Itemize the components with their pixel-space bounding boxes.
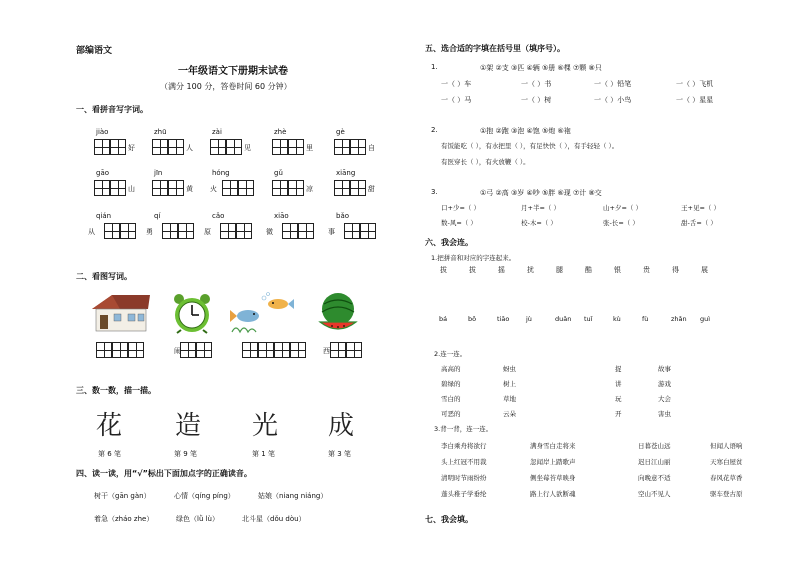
link-verb-item: 玩 xyxy=(615,395,622,403)
match-pinyin: jù xyxy=(526,315,532,323)
writing-grid xyxy=(258,342,274,358)
writing-grid xyxy=(272,139,288,155)
fill-item: 一（ ）铅笔 xyxy=(594,80,632,88)
grid-character: 自 xyxy=(368,144,375,152)
fill-item: 一（ ）小鸟 xyxy=(594,96,632,104)
section-5-title: 五、选合适的字填在括号里（填序号）。 xyxy=(425,44,565,53)
poem-line: 路上行人欲断魂 xyxy=(530,490,576,498)
grid-character: 见 xyxy=(244,144,251,152)
group-number: 3. xyxy=(431,188,438,196)
writing-grid xyxy=(350,180,366,196)
poem-line: 春风花草香 xyxy=(710,474,743,482)
pinyin-label: gāo xyxy=(96,169,110,177)
fill-item: 一（ ）星星 xyxy=(676,96,714,104)
match-pinyin: duǎn xyxy=(555,315,572,323)
reading-item: 心情（qíng píng） xyxy=(174,492,235,500)
fill-item: 王+见=（ ） xyxy=(681,204,720,212)
pinyin-label: qí xyxy=(154,212,161,220)
stroke-character: 成 xyxy=(328,411,355,441)
poem-line: 驱车登古原 xyxy=(710,490,743,498)
writing-grid xyxy=(152,180,168,196)
grid-prefix-label: 闹 xyxy=(174,347,181,355)
poem-line: 向晚意不适 xyxy=(638,474,671,482)
fill-item: 校-木=（ ） xyxy=(521,219,557,227)
writing-grid xyxy=(226,139,242,155)
writing-grid xyxy=(334,180,350,196)
pinyin-label: zài xyxy=(212,128,222,136)
reading-item: 树干（gān gàn） xyxy=(94,492,151,500)
link-left-item: 碧绿的 xyxy=(441,380,461,388)
writing-grid xyxy=(272,180,288,196)
match-pinyin: guì xyxy=(700,315,711,323)
stroke-number: 第 1 笔 xyxy=(252,450,275,458)
writing-grid xyxy=(344,223,360,239)
writing-grid xyxy=(168,180,184,196)
writing-grid xyxy=(350,139,366,155)
match-pinyin: tiāo xyxy=(497,315,510,323)
fill-item: 数-风=（ ） xyxy=(441,219,477,227)
fish-picture xyxy=(228,290,296,334)
writing-grid xyxy=(162,223,178,239)
poem-line: 日暮苍山远 xyxy=(638,442,671,450)
writing-grid xyxy=(288,180,304,196)
poem-line: 忽闻岸上踏歌声 xyxy=(530,458,576,466)
writing-grid xyxy=(242,342,258,358)
grid-character: 凉 xyxy=(306,185,313,193)
pinyin-label: zhū xyxy=(154,128,167,136)
writing-grid xyxy=(110,139,126,155)
pinyin-label: jiào xyxy=(96,128,109,136)
options-line: ①抱 ②跑 ③泡 ④饱 ⑤炮 ⑥袍 xyxy=(480,127,571,135)
stroke-number: 第 9 笔 xyxy=(174,450,197,458)
house-picture xyxy=(90,291,152,333)
pinyin-label: zhè xyxy=(274,128,287,136)
writing-grid xyxy=(334,139,350,155)
poem-line: 清明时节雨纷纷 xyxy=(441,474,487,482)
writing-grid xyxy=(274,342,290,358)
section-3-title: 三、数一数，描一描。 xyxy=(76,386,156,395)
link-mid-item: 云朵 xyxy=(503,410,516,418)
grid-character: 从 xyxy=(88,228,95,236)
grid-prefix-label: 西 xyxy=(323,347,330,355)
grid-character: 勇 xyxy=(146,228,153,236)
link-verb-item: 捉 xyxy=(615,365,622,373)
poem-line: 头上红冠不用裁 xyxy=(441,458,487,466)
options-line: ①架 ②支 ③匹 ④辆 ⑤册 ⑥棵 ⑦颗 ⑧只 xyxy=(480,64,602,72)
link-left-item: 高高的 xyxy=(441,365,461,373)
link-left-item: 可恶的 xyxy=(441,410,461,418)
grid-character: 事 xyxy=(328,228,335,236)
reading-item: 姑娘（niang niáng） xyxy=(258,492,328,500)
writing-grid xyxy=(152,139,168,155)
poem-line: 满身雪白走将来 xyxy=(530,442,576,450)
match-character: 得 xyxy=(672,266,679,274)
writing-grid xyxy=(220,223,236,239)
fill-item: 山+夕=（ ） xyxy=(603,204,642,212)
poem-line: 侧坐莓苔草映身 xyxy=(530,474,576,482)
fill-item: 口+少=（ ） xyxy=(441,204,480,212)
fill-item: 张-长=（ ） xyxy=(603,219,639,227)
match-character: 银 xyxy=(614,266,621,274)
subsection-title: 1.把拼音和对应的字连起来。 xyxy=(431,254,516,262)
writing-grid xyxy=(346,342,362,358)
link-right-item: 害虫 xyxy=(658,410,671,418)
fill-item: 甜-舌=（ ） xyxy=(681,219,717,227)
pinyin-label: bǎo xyxy=(336,212,350,220)
writing-grid xyxy=(330,342,346,358)
publisher: 部编语文 xyxy=(76,46,113,56)
writing-grid xyxy=(104,223,120,239)
match-pinyin: tuǐ xyxy=(584,315,593,323)
writing-grid xyxy=(120,223,136,239)
fill-item: 一（ ）书 xyxy=(521,80,552,88)
section-7-title: 七、我会填。 xyxy=(425,515,473,524)
writing-grid xyxy=(180,342,196,358)
watermelon-picture xyxy=(316,292,360,334)
fill-item: 一（ ）飞机 xyxy=(676,80,714,88)
subsection-title: 2.连一连。 xyxy=(434,350,467,358)
match-character: 贵 xyxy=(643,266,650,274)
reading-item: 绿色（lǜ lù） xyxy=(176,515,219,523)
page-subtitle: （满分 100 分，答卷时间 60 分钟） xyxy=(160,82,292,91)
grid-character: 火 xyxy=(210,185,217,193)
match-pinyin: bō xyxy=(468,315,477,323)
link-left-item: 雪白的 xyxy=(441,395,461,403)
grid-character: 甜 xyxy=(368,185,375,193)
link-right-item: 大会 xyxy=(658,395,671,403)
poem-line: 迟日江山丽 xyxy=(638,458,671,466)
pinyin-label: cǎo xyxy=(212,212,225,220)
link-mid-item: 草地 xyxy=(503,395,516,403)
fill-item: 一（ ）马 xyxy=(441,96,472,104)
match-pinyin: kù xyxy=(613,315,621,323)
link-right-item: 故事 xyxy=(658,365,671,373)
match-pinyin: bá xyxy=(439,315,448,323)
match-character: 扰 xyxy=(527,266,534,274)
writing-grid xyxy=(238,180,254,196)
link-verb-item: 讲 xyxy=(615,380,622,388)
group-number: 2. xyxy=(431,126,438,134)
grid-character: 黄 xyxy=(186,185,193,193)
match-character: 展 xyxy=(701,266,708,274)
match-character: 腿 xyxy=(556,266,563,274)
match-character: 拔 xyxy=(469,266,476,274)
grid-character: 微 xyxy=(266,228,273,236)
subsection-title: 3.背一背，连一连。 xyxy=(434,425,493,433)
link-mid-item: 蚜虫 xyxy=(503,365,516,373)
writing-grid xyxy=(168,139,184,155)
poem-line: 空山不见人 xyxy=(638,490,671,498)
reading-item: 北斗星（dǒu dòu） xyxy=(242,515,306,523)
writing-grid xyxy=(196,342,212,358)
match-character: 酷 xyxy=(585,266,592,274)
fill-sentence: 有医穿长（ ），有火放鞭（ ）。 xyxy=(441,158,530,166)
pinyin-label: hóng xyxy=(212,169,230,177)
poem-line: 天寒白屋贫 xyxy=(710,458,743,466)
stroke-character: 造 xyxy=(175,411,202,441)
poem-line: 但闻人语响 xyxy=(710,442,743,450)
writing-grid xyxy=(236,223,252,239)
stroke-number: 第 3 笔 xyxy=(328,450,351,458)
page-title: 一年级语文下册期末试卷 xyxy=(178,66,288,77)
writing-grid xyxy=(94,139,110,155)
pinyin-label: qián xyxy=(96,212,112,220)
stroke-number: 第 6 笔 xyxy=(98,450,121,458)
options-line: ①弓 ②高 ③岁 ④吵 ⑤胖 ⑥现 ⑦计 ⑧交 xyxy=(480,189,602,197)
poem-line: 李白乘舟将欲行 xyxy=(441,442,487,450)
match-character: 拔 xyxy=(440,266,447,274)
pinyin-label: gè xyxy=(336,128,345,136)
grid-character: 好 xyxy=(128,144,135,152)
poem-line: 蓬头稚子学垂纶 xyxy=(441,490,487,498)
link-right-item: 游戏 xyxy=(658,380,671,388)
writing-grid xyxy=(210,139,226,155)
writing-grid xyxy=(112,342,128,358)
grid-character: 里 xyxy=(306,144,313,152)
match-pinyin: fù xyxy=(642,315,649,323)
fill-item: 月+半=（ ） xyxy=(521,204,560,212)
grid-character: 人 xyxy=(186,144,193,152)
writing-grid xyxy=(96,342,112,358)
section-4-title: 四、读一读，用“√”标出下面加点字的正确读音。 xyxy=(76,469,252,478)
fill-item: 一（ ）车 xyxy=(441,80,472,88)
writing-grid xyxy=(94,180,110,196)
section-6-title: 六、我会连。 xyxy=(425,238,473,247)
match-pinyin: zhǎn xyxy=(671,315,687,323)
writing-grid xyxy=(222,180,238,196)
pinyin-label: xiāng xyxy=(336,169,356,177)
link-mid-item: 树上 xyxy=(503,380,516,388)
match-character: 摇 xyxy=(498,266,505,274)
fill-item: 一（ ）树 xyxy=(521,96,552,104)
writing-grid xyxy=(290,342,306,358)
grid-character: 山 xyxy=(128,185,135,193)
link-verb-item: 开 xyxy=(615,410,622,418)
stroke-character: 光 xyxy=(252,411,279,441)
pinyin-label: jīn xyxy=(154,169,163,177)
group-number: 1. xyxy=(431,63,438,71)
reading-item: 着急（zháo zhe） xyxy=(94,515,154,523)
writing-grid xyxy=(282,223,298,239)
pinyin-label: xiāo xyxy=(274,212,289,220)
fill-sentence: 有饭能吃（ ），有水把里（ ），有足快快（ ），有手轻轻（ ）。 xyxy=(441,142,619,150)
writing-grid xyxy=(128,342,144,358)
writing-grid xyxy=(298,223,314,239)
writing-grid xyxy=(110,180,126,196)
grid-character: 原 xyxy=(204,228,211,236)
writing-grid xyxy=(288,139,304,155)
writing-grid xyxy=(178,223,194,239)
pinyin-label: gǔ xyxy=(274,169,283,177)
alarm-clock-picture xyxy=(171,292,213,334)
writing-grid xyxy=(360,223,376,239)
section-1-title: 一、看拼音写字词。 xyxy=(76,105,148,114)
stroke-character: 花 xyxy=(96,411,123,441)
section-2-title: 二、看图写词。 xyxy=(76,272,132,281)
